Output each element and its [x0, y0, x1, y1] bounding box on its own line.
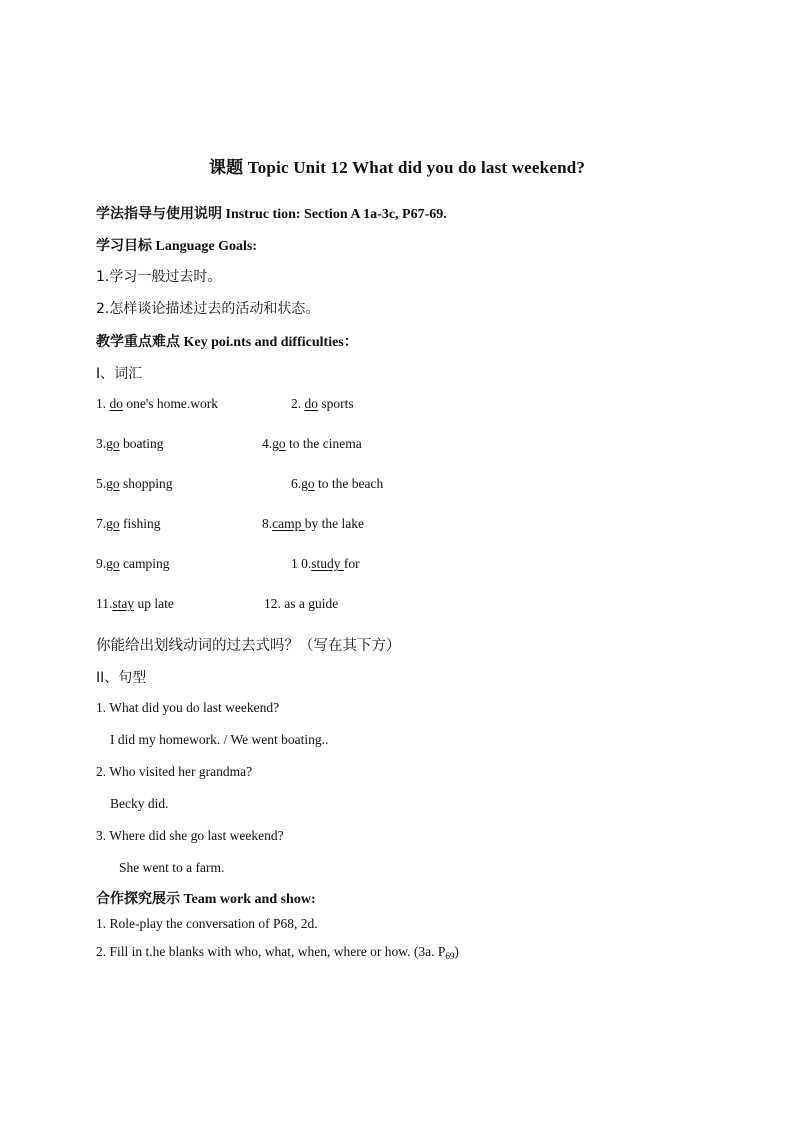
vocab-rest: by the lake — [304, 516, 364, 531]
vocab-verb: go — [106, 476, 120, 491]
key-points-heading: 教学重点难点 Key poi.nts and difficulties： — [96, 335, 358, 350]
vocab-item — [96, 436, 164, 452]
vocab-num: 1 0. — [291, 556, 312, 571]
vocab-num: 11. — [96, 596, 113, 611]
vocab-num: 9. — [96, 556, 107, 571]
vocab-item — [291, 556, 360, 572]
vocab-rest: as a guide — [280, 596, 339, 611]
vocab-item — [96, 516, 161, 532]
vocab-verb: go — [106, 436, 120, 451]
vocab-rest: fishing — [119, 516, 161, 531]
vocab-item — [96, 396, 218, 412]
vocab-num: 4. — [262, 436, 273, 451]
vocab-num: 3. — [96, 436, 107, 451]
teamwork-item: 1. Role-play the conversation of P68, 2d. — [96, 916, 318, 931]
vocab-rest: camping — [119, 556, 170, 571]
vocab-item — [291, 396, 354, 412]
vocab-num: 2. — [291, 396, 305, 411]
vocab-verb: do — [109, 396, 123, 411]
vocab-rest: to the beach — [314, 476, 384, 491]
vocab-verb: camp — [272, 516, 305, 531]
vocab-num: 12. — [264, 596, 281, 611]
vocab-item — [262, 436, 362, 452]
vocab-verb: study — [311, 556, 344, 571]
vocab-verb: go — [106, 516, 120, 531]
vocab-rest: boating — [119, 436, 164, 451]
vocab-rest: to the cinema — [285, 436, 362, 451]
sentence-line: 2. Who visited her grandma? — [96, 764, 253, 779]
vocab-item — [291, 476, 383, 492]
sentence-line: 1. What did you do last weekend? — [96, 700, 280, 715]
teamwork-item — [96, 944, 459, 961]
vocab-num: 1. — [96, 396, 110, 411]
teamwork-heading: 合作探究展示 Team work and show: — [96, 892, 316, 907]
vocab-rest: sports — [318, 396, 354, 411]
instruction-text: Instruc tion: Section A 1a-3c, P67-69. — [222, 207, 447, 222]
sentence-line: 3. Where did she go last weekend? — [96, 828, 284, 843]
vocab-num: 5. — [96, 476, 107, 491]
vocab-question: 你能给出划线动词的过去式吗？（写在其下方） — [96, 638, 401, 654]
goals-heading: 学习目标 Language Goals: — [96, 239, 258, 254]
vocab-item — [264, 596, 338, 612]
vocab-verb: go — [272, 436, 286, 451]
vocab-verb: go — [106, 556, 120, 571]
vocab-verb: go — [301, 476, 315, 491]
vocab-heading: I、词汇 — [96, 366, 143, 382]
vocab-rest: shopping — [119, 476, 173, 491]
vocab-verb: do — [304, 396, 318, 411]
vocab-verb: stay — [112, 596, 135, 611]
sentence-line: She went to a farm. — [119, 860, 225, 875]
vocab-num: 6. — [291, 476, 302, 491]
teamwork-item-close: ) — [454, 944, 459, 959]
vocab-rest: for — [343, 556, 360, 571]
goal-item: 1.学习一般过去时。 — [96, 269, 222, 285]
page-title: 课题 Topic Unit 12 What did you do last weekend? — [208, 158, 586, 177]
vocab-item — [96, 596, 174, 612]
vocab-num: 7. — [96, 516, 107, 531]
instruction-line — [96, 203, 447, 223]
vocab-item — [96, 476, 173, 492]
vocab-item — [262, 516, 364, 532]
sentence-line: I did my homework. / We went boating.. — [110, 732, 329, 747]
instruction-label: 学法指导与使用说明 — [96, 207, 222, 222]
goal-item: 2.怎样谈论描述过去的活动和状态。 — [96, 301, 320, 317]
vocab-rest: one's home.work — [123, 396, 219, 411]
sentence-line: Becky did. — [110, 796, 169, 811]
teamwork-item-text: 2. Fill in t.he blanks with who, what, when, where or how. (3a. P — [96, 944, 446, 959]
vocab-num: 8. — [262, 516, 273, 531]
vocab-rest: up late — [134, 596, 174, 611]
vocab-item — [96, 556, 170, 572]
page-subscript: 69 — [445, 951, 455, 961]
sentences-heading: II、句型 — [96, 670, 147, 686]
